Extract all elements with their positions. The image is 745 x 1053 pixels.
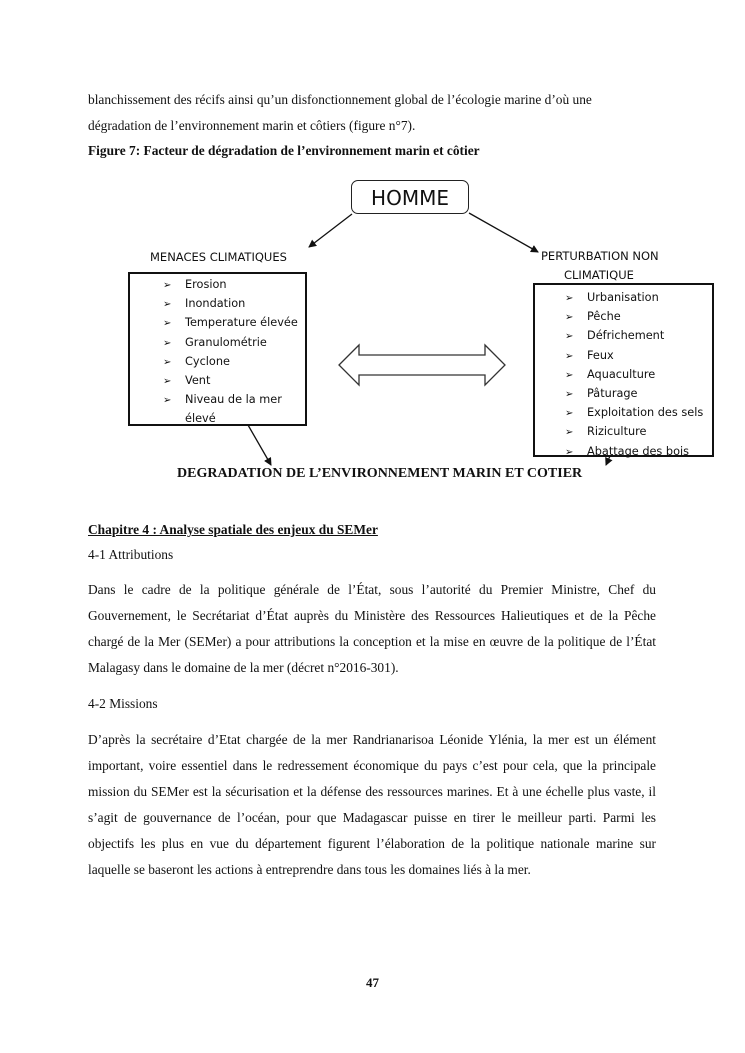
list-item: ➢ Niveau de la mer: [163, 391, 305, 410]
list-item: ➢ Cyclone: [163, 353, 305, 372]
degradation-result: DEGRADATION DE L’ENVIRONNEMENT MARIN ET COTIER: [177, 466, 583, 481]
intro-line-2: dégradation de l’environnement marin et côtiers (figure n°7).: [88, 118, 416, 133]
chapter-title: Chapitre 4 : Analyse spatiale des enjeux du SEMer: [88, 522, 378, 537]
arrow-climatic-to-degradation: [248, 425, 271, 465]
homme-node: HOMME: [351, 180, 469, 214]
list-item: ➢ Défrichement: [565, 327, 712, 346]
list-item: ➢ Urbanisation: [565, 289, 712, 308]
bullet-arrow-icon: ➢: [163, 299, 172, 311]
nonclimatic-threats-box: [533, 283, 714, 457]
list-item: ➢ Vent: [163, 372, 305, 391]
bullet-arrow-icon: ➢: [163, 356, 172, 368]
list-item: ➢ Riziculture: [565, 423, 712, 442]
list-item: ➢ Erosion: [163, 276, 305, 295]
bullet-arrow-icon: ➢: [565, 312, 574, 324]
intro-line-1: blanchissement des récifs ainsi qu’un disfonctionnement global de l’écologie marine d’où une: [88, 92, 592, 107]
nonclimatic-title-line2: CLIMATIQUE: [564, 268, 634, 281]
nonclimatic-title-line1: PERTURBATION NON: [541, 249, 659, 263]
bullet-arrow-icon: ➢: [565, 389, 574, 401]
bullet-arrow-icon: ➢: [565, 293, 574, 304]
attributions-paragraph: Dans le cadre de la politique générale de l’État, sous l’autorité du Premier Ministre, Chef du Gouvernement, le Secrétariat d’État auprès du Ministère des Ressources Halieutiques et de la Pêche chargé de la Mer (SEMer) a pour attributions la conception et la mise en œuvre de la politique de l’État Malagasy dans le domaine de la mer (décret n°2016-301).: [88, 582, 656, 675]
list-item: ➢ Temperature élevée: [163, 314, 305, 333]
list-item: ➢ Granulométrie: [163, 334, 305, 353]
section-title-attributions: 4-1 Attributions: [88, 547, 174, 562]
list-item: ➢ Pêche: [565, 308, 712, 327]
list-item: ➢ Pâturage: [565, 385, 712, 404]
list-item: ➢ Abattage des bois: [565, 443, 712, 462]
bullet-arrow-icon: ➢: [565, 369, 574, 381]
bullet-arrow-icon: ➢: [565, 408, 574, 420]
climatic-threats-title: MENACES CLIMATIQUES: [150, 250, 287, 264]
bullet-arrow-icon: ➢: [163, 376, 172, 388]
list-item: ➢ Aquaculture: [565, 366, 712, 385]
page-number: 47: [366, 975, 379, 990]
list-item-continuation: élevé: [185, 412, 216, 426]
list-item: ➢ Exploitation des sels: [565, 404, 712, 423]
bullet-arrow-icon: ➢: [565, 331, 574, 343]
bullet-arrow-icon: ➢: [565, 446, 574, 458]
bullet-arrow-icon: ➢: [163, 395, 172, 407]
list-item: ➢ Feux: [565, 347, 712, 366]
double-arrow-icon: [339, 345, 505, 385]
section-title-missions: 4-2 Missions: [88, 696, 158, 711]
figure-caption: Figure 7: Facteur de dégradation de l’environnement marin et côtier: [88, 143, 480, 158]
bullet-arrow-icon: ➢: [163, 280, 172, 291]
bullet-arrow-icon: ➢: [163, 318, 172, 330]
bullet-arrow-icon: ➢: [565, 350, 574, 362]
climatic-threats-box: [128, 272, 307, 426]
missions-paragraph: D’après la secrétaire d’Etat chargée de la mer Randrianarisoa Léonide Ylénia, la mer est un élément important, voire essentiel dans le redressement économique du pays c’est pour cela, que la principale mission du SEMer est la sécurisation et la défense des ressources marines. Et à une échelle plus vaste, il s’agit de gouvernance de l’océan, pour que Madagascar puisse en tirer le meilleur parti. Parmi les objectifs les plus en vue du département figurent l’élaboration de la politique nationale marine sur laquelle se baseront les actions à entreprendre dans tous les domaines liés à la mer.: [88, 732, 656, 877]
arrow-homme-to-climatic: [309, 214, 352, 247]
list-item: ➢ Inondation: [163, 295, 305, 314]
arrow-homme-to-nonclimatic: [469, 213, 538, 252]
bullet-arrow-icon: ➢: [565, 427, 574, 439]
bullet-arrow-icon: ➢: [163, 337, 172, 349]
